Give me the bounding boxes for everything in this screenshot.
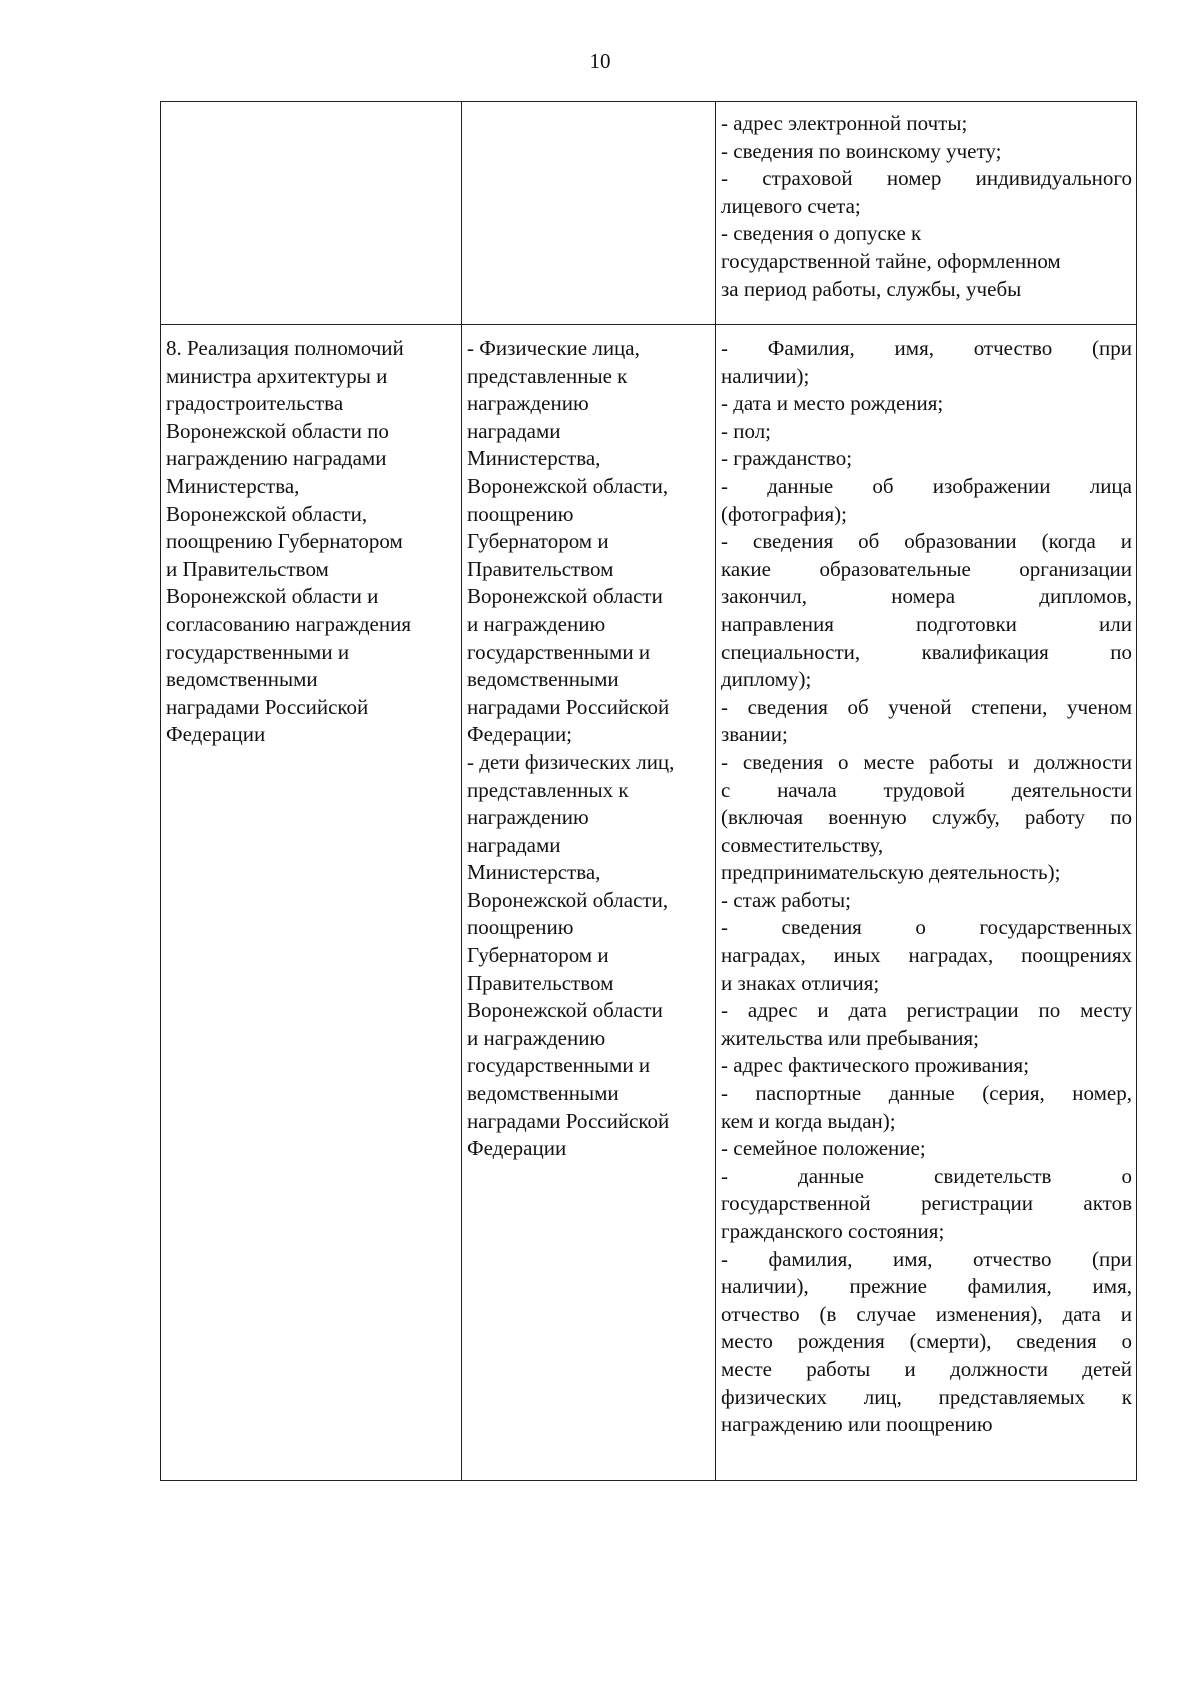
personal-data-line: - сведения о государственных	[721, 915, 1132, 940]
personal-data-line: наличии), прежние фамилия, имя,	[721, 1274, 1132, 1299]
subjects-line: Воронежской области,	[467, 887, 669, 912]
subjects-line: Министерства,	[467, 860, 601, 885]
purpose-line: Воронежской области и	[166, 584, 379, 609]
subjects-line: ведомственными	[467, 667, 619, 692]
personal-data-line: физических лиц, представляемых к	[721, 1384, 1132, 1409]
subjects-line: и награждению	[467, 611, 606, 636]
purpose-line: ведомственными	[166, 667, 318, 692]
subjects-line: награждению	[467, 391, 589, 416]
personal-data-line: закончил, номера дипломов,	[721, 584, 1132, 609]
subjects-line: Правительством	[467, 970, 614, 995]
subjects-line: Воронежской области	[467, 584, 663, 609]
purpose-line: министра архитектуры и	[166, 363, 388, 388]
subjects-line: Министерства,	[467, 446, 601, 471]
subjects-line: наградами	[467, 832, 561, 857]
purpose-line: и Правительством	[166, 556, 329, 581]
personal-data-line: совместительству,	[721, 832, 884, 857]
personal-data-line: - сведения о допуске к	[721, 221, 922, 246]
subjects-line: и награждению	[467, 1025, 606, 1050]
purpose-line: Федерации	[166, 722, 266, 747]
subjects-line: представленные к	[467, 363, 628, 388]
personal-data-line: (включая военную службу, работу по	[721, 805, 1132, 830]
personal-data-line: жительства или пребывания;	[721, 1025, 979, 1050]
subjects-line: Федерации;	[467, 722, 573, 747]
subjects-line: наградами Российской	[467, 694, 670, 719]
purpose-line: награждению наградами	[166, 446, 387, 471]
personal-data-line: - семейное положение;	[721, 1136, 926, 1161]
personal-data-line: - сведения об ученой степени, ученом	[721, 694, 1132, 719]
purpose-line: Воронежской области,	[166, 501, 368, 526]
personal-data-line: - адрес и дата регистрации по месту	[721, 998, 1132, 1023]
subjects-line: наградами Российской	[467, 1108, 670, 1133]
personal-data-line: (фотография);	[721, 501, 847, 526]
subjects-line: ведомственными	[467, 1081, 619, 1106]
personal-data-line: - сведения по воинскому учету;	[721, 138, 1002, 163]
personal-data-line: с начала трудовой деятельности	[721, 777, 1132, 802]
subjects-line: Губернатором и	[467, 943, 609, 968]
personal-data-line: - адрес фактического проживания;	[721, 1053, 1030, 1078]
subjects-line: Воронежской области	[467, 998, 663, 1023]
personal-data-line: за период работы, службы, учебы	[721, 276, 1022, 301]
personal-data-line: звании;	[721, 722, 788, 747]
personal-data-line: государственной регистрации актов	[721, 1191, 1132, 1216]
purpose-line: Воронежской области по	[166, 418, 389, 443]
purpose-line: Министерства,	[166, 473, 300, 498]
personal-data-line: направления подготовки или	[721, 611, 1132, 636]
subjects-line: Федерации	[467, 1136, 567, 1161]
subjects-line: - дети физических лиц,	[467, 749, 675, 774]
personal-data-line: - гражданство;	[721, 446, 853, 471]
personal-data-line: - данные об изображении лица	[721, 473, 1132, 498]
personal-data-line: - паспортные данные (серия, номер,	[721, 1081, 1132, 1106]
subjects-line: государственными и	[467, 639, 651, 664]
purpose-line: наградами Российской	[166, 694, 369, 719]
subjects-line: награждению	[467, 805, 589, 830]
personal-data-line: государственной тайне, оформленном	[721, 248, 1061, 273]
personal-data-line: - пол;	[721, 418, 772, 443]
purpose-line: градостроительства	[166, 391, 344, 416]
personal-data-line: месте работы и должности детей	[721, 1356, 1132, 1381]
table-row	[161, 325, 1137, 1481]
personal-data-line: кем и когда выдан);	[721, 1108, 896, 1133]
subjects-line: представленных к	[467, 777, 629, 802]
purpose-line: государственными и	[166, 639, 350, 664]
personal-data-line: - Фамилия, имя, отчество (при	[721, 336, 1132, 360]
data-processing-table	[160, 101, 1137, 1481]
personal-data-line: - стаж работы;	[721, 887, 851, 912]
personal-data-line: специальности, квалификация по	[721, 639, 1132, 664]
data-list-cell	[716, 325, 1137, 1481]
personal-data-line: - дата и место рождения;	[721, 391, 944, 416]
personal-data-line: награждению или поощрению	[721, 1412, 993, 1437]
table-row	[161, 102, 1137, 325]
purpose-cell	[161, 102, 462, 325]
subjects-cell	[462, 325, 716, 1481]
personal-data-line: - сведения об образовании (когда и	[721, 529, 1132, 554]
purpose-line: согласованию награждения	[166, 611, 412, 636]
personal-data-line: наличии);	[721, 363, 810, 388]
subjects-line: - Физические лица,	[467, 336, 640, 360]
personal-data-line: какие образовательные организации	[721, 556, 1132, 581]
personal-data-line: гражданского состояния;	[721, 1219, 945, 1243]
personal-data-line: - адрес электронной почты;	[721, 111, 968, 135]
purpose-line: поощрению Губернатором	[166, 529, 403, 554]
personal-data-line: лицевого счета;	[721, 193, 861, 218]
subjects-line: Губернатором и	[467, 529, 609, 554]
personal-data-line: - страховой номер индивидуального	[721, 166, 1132, 191]
subjects-line: государственными и	[467, 1053, 651, 1078]
subjects-line: поощрению	[467, 915, 574, 940]
personal-data-line: предпринимательскую деятельность);	[721, 860, 1061, 885]
subjects-line: наградами	[467, 418, 561, 443]
subjects-line: Правительством	[467, 556, 614, 581]
personal-data-line: отчество (в случае изменения), дата и	[721, 1301, 1132, 1326]
data-list-cell	[716, 102, 1137, 325]
personal-data-line: и знаках отличия;	[721, 970, 880, 995]
purpose-line: 8. Реализация полномочий	[166, 336, 404, 360]
subjects-cell	[462, 102, 716, 325]
personal-data-line: - данные свидетельств о	[721, 1163, 1132, 1188]
subjects-line: Воронежской области,	[467, 473, 669, 498]
personal-data-line: - сведения о месте работы и должности	[721, 749, 1132, 774]
personal-data-line: место рождения (смерти), сведения о	[721, 1329, 1132, 1354]
page-number: 10	[589, 49, 611, 73]
personal-data-line: - фамилия, имя, отчество (при	[721, 1246, 1132, 1271]
personal-data-line: диплому);	[721, 667, 812, 692]
subjects-line: поощрению	[467, 501, 574, 526]
personal-data-line: наградах, иных наградах, поощрениях	[721, 943, 1132, 968]
purpose-cell	[161, 325, 462, 1481]
